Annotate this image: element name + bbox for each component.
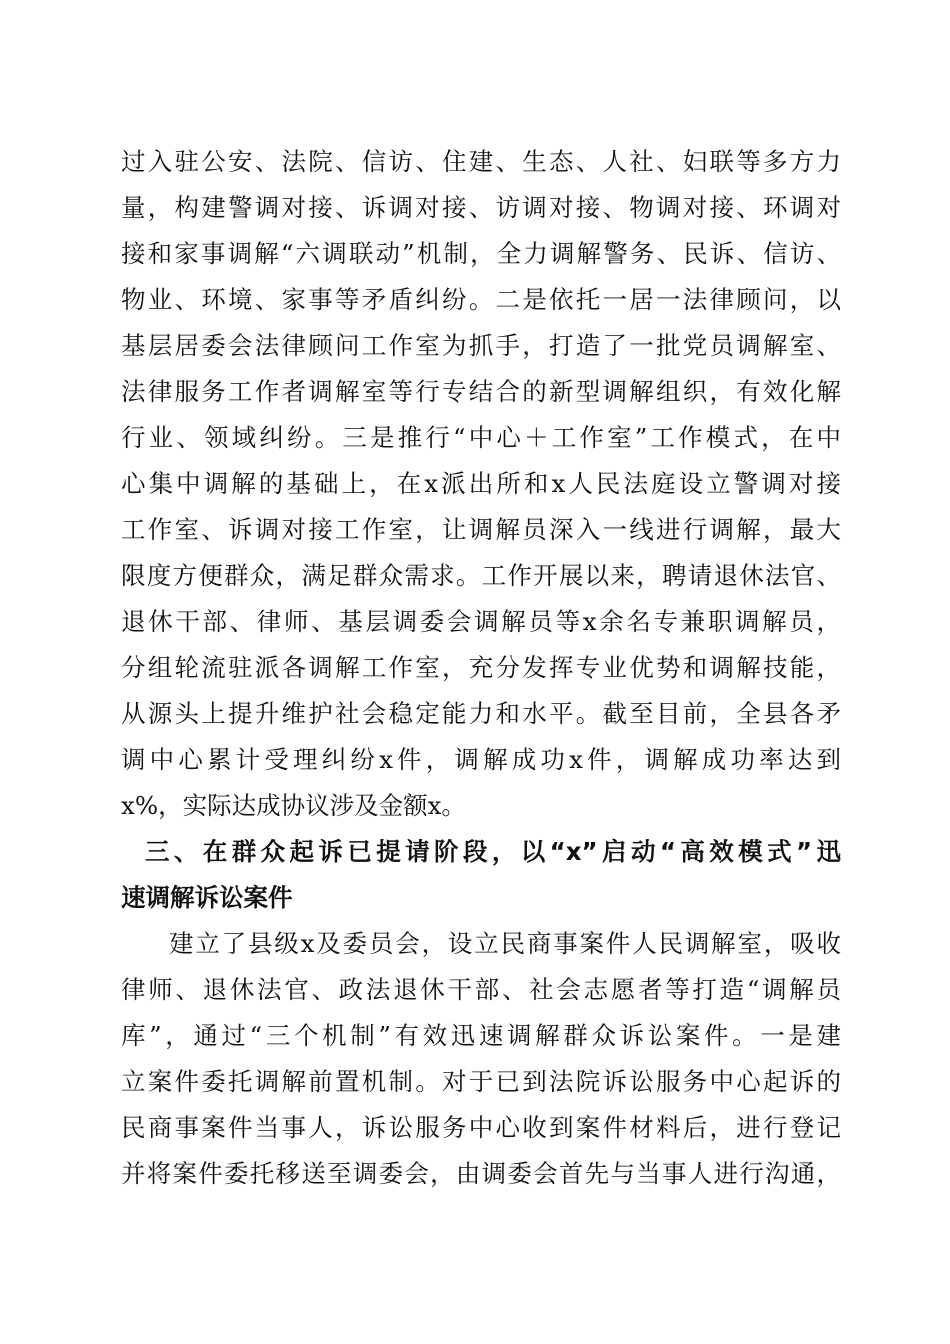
body-text-line: 工作室、诉调对接工作室，让调解员深入一线进行调解，最大 <box>121 515 841 544</box>
body-text-line: 量，构建警调对接、诉调对接、访调对接、物调对接、环调对 <box>121 193 841 222</box>
body-text-line: 过入驻公安、法院、信访、住建、生态、人社、妇联等多方力 <box>121 147 841 176</box>
body-text-line: 库”，通过“三个机制”有效迅速调解群众诉讼案件。一是建 <box>121 1021 841 1050</box>
body-text-line: 法律服务工作者调解室等行专结合的新型调解组织，有效化解 <box>121 377 841 406</box>
section-heading: 三、在群众起诉已提请阶段，以“x”启动“高效模式”迅 <box>145 837 841 866</box>
body-text-line: 退休干部、律师、基层调委会调解员等x余名专兼职调解员， <box>121 607 841 636</box>
body-text-line: 民商事案件当事人，诉讼服务中心收到案件材料后，进行登记 <box>121 1113 841 1142</box>
body-text-line: 分组轮流驻派各调解工作室，充分发挥专业优势和调解技能， <box>121 653 841 682</box>
body-text-line: 并将案件委托移送至调委会，由调委会首先与当事人进行沟通， <box>121 1159 841 1188</box>
body-text-line: 调中心累计受理纠纷x件，调解成功x件，调解成功率达到 <box>121 745 841 774</box>
body-text-line: 物业、环境、家事等矛盾纠纷。二是依托一居一法律顾问，以 <box>121 285 841 314</box>
section-heading: 速调解诉讼案件 <box>121 883 293 912</box>
body-text-line: 行业、领域纠纷。三是推行“中心＋工作室”工作模式，在中 <box>121 423 841 452</box>
body-text-line: x%，实际达成协议涉及金额x。 <box>121 791 466 820</box>
body-text-line: 基层居委会法律顾问工作室为抓手，打造了一批党员调解室、 <box>121 331 841 360</box>
body-text-line: 立案件委托调解前置机制。对于已到法院诉讼服务中心起诉的 <box>121 1067 841 1096</box>
body-text-line: 律师、退休法官、政法退休干部、社会志愿者等打造“调解员 <box>121 975 841 1004</box>
body-text-line: 建立了县级x及委员会，设立民商事案件人民调解室，吸收 <box>169 929 841 958</box>
body-text-line: 心集中调解的基础上，在x派出所和x人民法庭设立警调对接 <box>121 469 841 498</box>
body-text-line: 限度方便群众，满足群众需求。工作开展以来，聘请退休法官、 <box>121 561 841 590</box>
body-text-line: 从源头上提升维护社会稳定能力和水平。截至目前，全县各矛 <box>121 699 841 728</box>
body-text-line: 接和家事调解“六调联动”机制，全力调解警务、民诉、信访、 <box>121 239 841 268</box>
